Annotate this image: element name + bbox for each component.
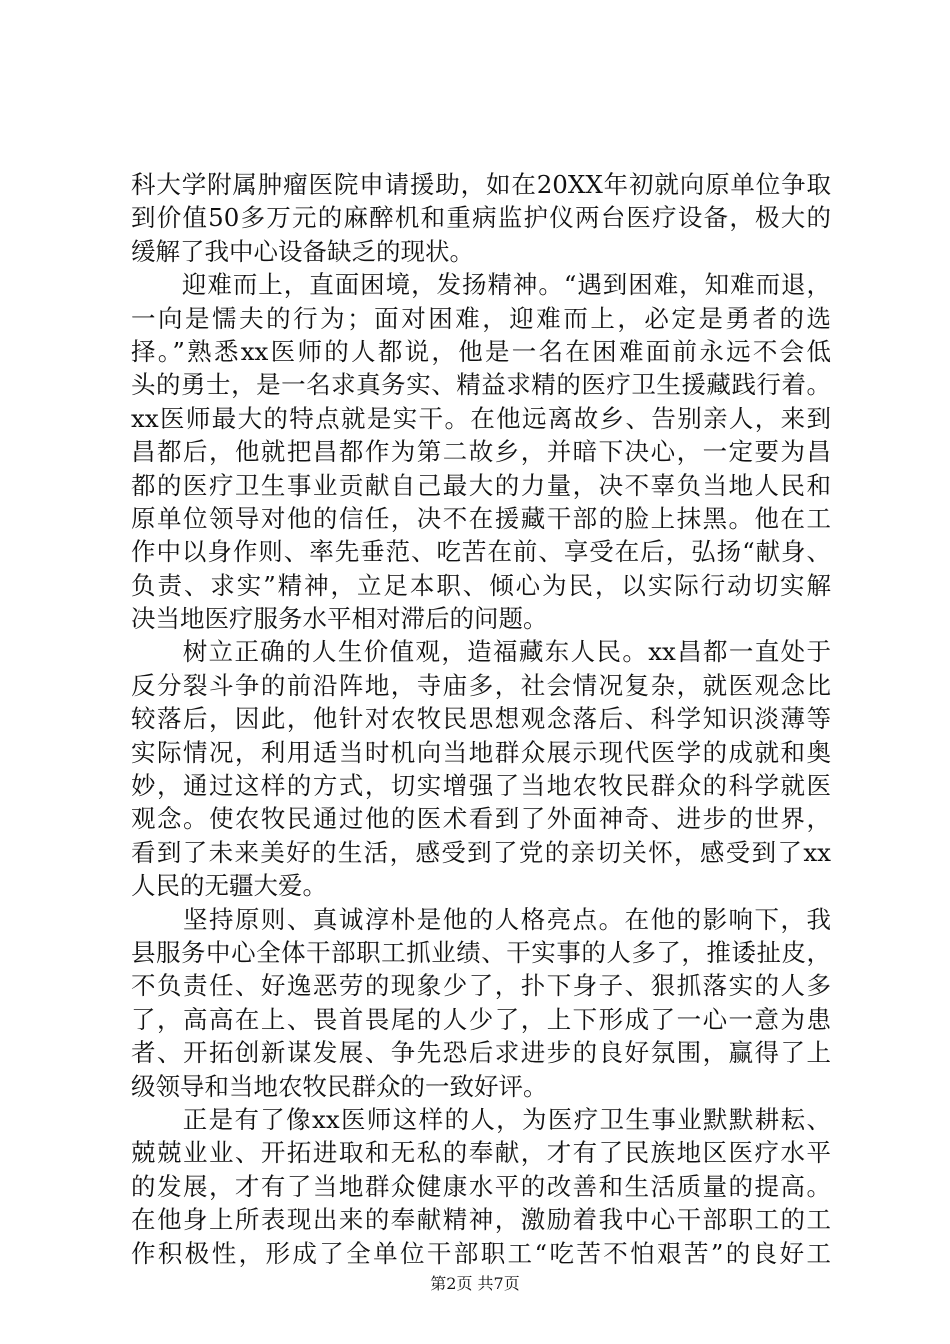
text-line: 原单位领导对他的信任，决不在援藏干部的脸上抹黑。他在工	[131, 503, 831, 533]
text-line: 坚持原则、真诚淳朴是他的人格亮点。在他的影响下，我	[131, 904, 831, 934]
text-line: 在他身上所表现出来的奉献精神，激励着我中心干部职工的工	[131, 1205, 831, 1235]
text-line: 县服务中心全体干部职工抓业绩、干实事的人多了，推诿扯皮，	[131, 937, 831, 967]
text-line: 较落后，因此，他针对农牧民思想观念落后、科学知识淡薄等	[131, 704, 831, 734]
text-line: 作积极性，形成了全单位干部职工“吃苦不怕艰苦”的良好工	[131, 1238, 831, 1268]
text-line: 人民的无疆大爱。	[131, 871, 327, 901]
body-text	[131, 168, 831, 1270]
text-line: 看到了未来美好的生活，感受到了党的亲切关怀，感受到了xx	[131, 837, 831, 867]
text-line: 实际情况，利用适当时机向当地群众展示现代医学的成就和奥	[131, 737, 831, 767]
text-line: 昌都后，他就把昌都作为第二故乡，并暗下决心，一定要为昌	[131, 437, 831, 467]
text-line: 了，高高在上、畏首畏尾的人少了，上下形成了一心一意为患	[131, 1004, 831, 1034]
text-line: 观念。使农牧民通过他的医术看到了外面神奇、进步的世界，	[131, 804, 831, 834]
text-line: 不负责任、好逸恶劳的现象少了，扑下身子、狠抓落实的人多	[131, 971, 831, 1001]
text-line: 作中以身作则、率先垂范、吃苦在前、享受在后，弘扬“献身、	[131, 537, 831, 567]
page-number-label: 第2页 共7页	[430, 1274, 520, 1293]
text-line: 头的勇士，是一名求真务实、精益求精的医疗卫生援藏践行着。	[131, 370, 831, 400]
text-line: 一向是懦夫的行为；面对困难，迎难而上，必定是勇者的选	[131, 303, 831, 333]
text-line: 择。”熟悉xx医师的人都说，他是一名在困难面前永远不会低	[131, 336, 831, 366]
text-line: 正是有了像xx医师这样的人，为医疗卫生事业默默耕耘、	[131, 1104, 831, 1134]
text-line: 都的医疗卫生事业贡献自己最大的力量，决不辜负当地人民和	[131, 470, 831, 500]
text-line: 级领导和当地农牧民群众的一致好评。	[131, 1071, 548, 1101]
text-line: 迎难而上，直面困境，发扬精神。“遇到困难，知难而退，	[131, 270, 831, 300]
text-line: 者、开拓创新谋发展、争先恐后求进步的良好氛围，赢得了上	[131, 1038, 831, 1068]
text-line: 树立正确的人生价值观，造福藏东人民。xx昌都一直处于	[131, 637, 831, 667]
text-line: xx医师最大的特点就是实干。在他远离故乡、告别亲人，来到	[131, 403, 831, 433]
text-line: 妙，通过这样的方式，切实增强了当地农牧民群众的科学就医	[131, 771, 831, 801]
text-line: 负责、求实”精神，立足本职、倾心为民，以实际行动切实解	[131, 570, 831, 600]
text-line: 缓解了我中心设备缺乏的现状。	[131, 236, 474, 266]
text-line: 兢兢业业、开拓进取和无私的奉献，才有了民族地区医疗水平	[131, 1138, 831, 1168]
text-line: 到价值50多万元的麻醉机和重病监护仪两台医疗设备，极大的	[131, 203, 831, 233]
text-line: 科大学附属肿瘤医院申请援助，如在20XX年初就向原单位争取	[131, 170, 831, 199]
text-line: 的发展，才有了当地群众健康水平的改善和生活质量的提高。	[131, 1171, 831, 1201]
text-line: 反分裂斗争的前沿阵地，寺庙多，社会情况复杂，就医观念比	[131, 670, 831, 700]
text-line: 决当地医疗服务水平相对滞后的问题。	[131, 604, 548, 634]
page-footer	[0, 1272, 950, 1296]
